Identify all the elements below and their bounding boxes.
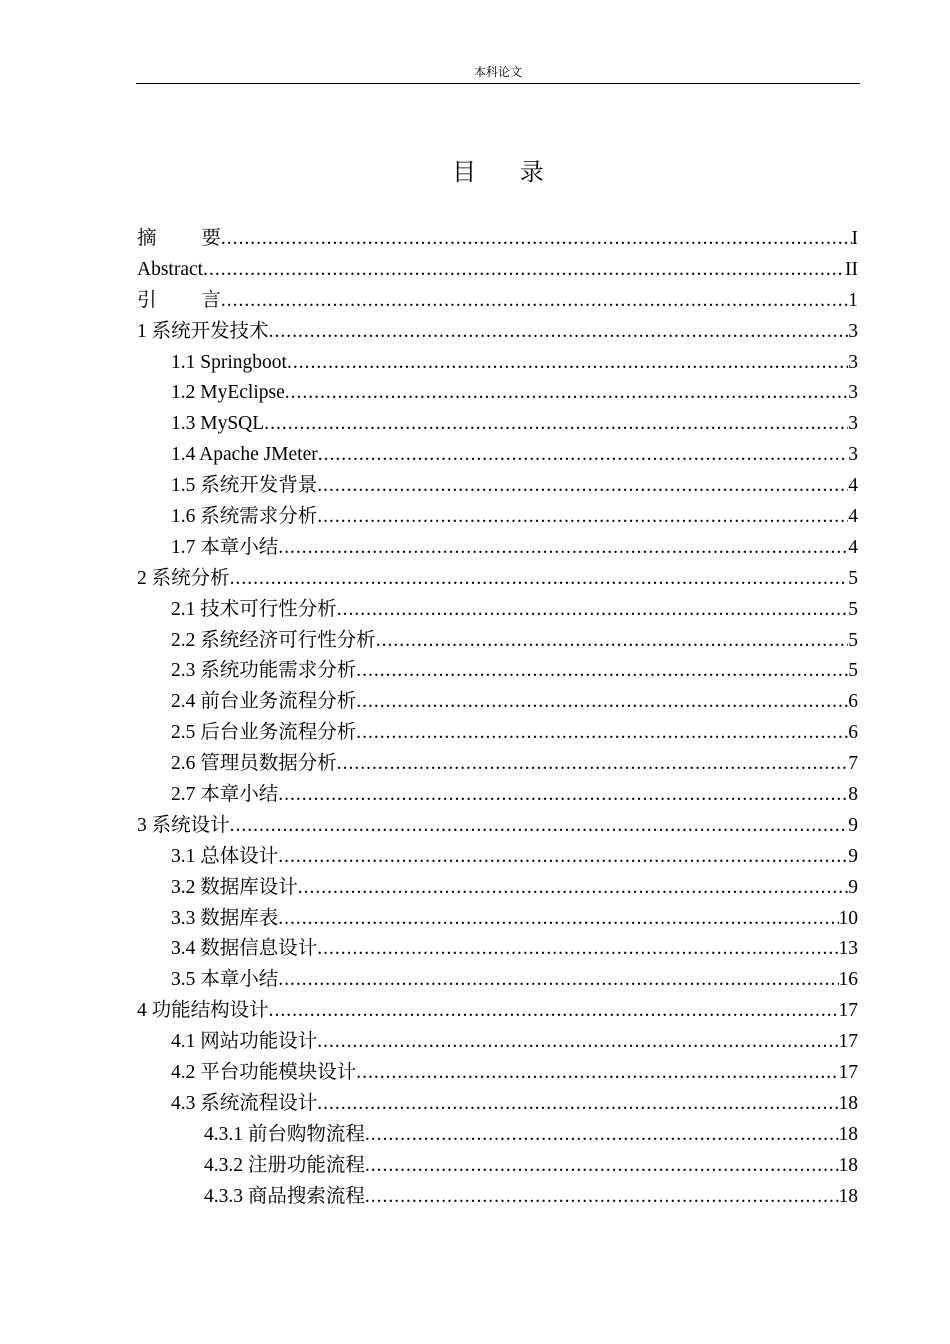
toc-entry-label: 3.3 数据库表 [171, 907, 279, 929]
toc-entry-page: 9 [848, 814, 858, 836]
toc-dot-leader [376, 626, 848, 657]
toc-entry-label: 1.5 系统开发背景 [171, 475, 318, 497]
toc-entry-label: 1.7 本章小结 [171, 536, 279, 558]
toc-entry[interactable] [137, 1027, 858, 1058]
toc-entry-page: 18 [838, 1092, 858, 1114]
toc-entry[interactable] [137, 749, 858, 780]
toc-dot-leader [287, 348, 848, 379]
toc-entry-label: 2 系统分析 [137, 567, 230, 589]
toc-entry-label: 2.5 后台业务流程分析 [171, 722, 357, 744]
toc-entry-label: 1.4 Apache JMeter [171, 444, 318, 466]
toc-entry[interactable] [137, 904, 858, 935]
toc-dot-leader [317, 1027, 838, 1058]
toc-entry-page: 17 [838, 1062, 858, 1084]
toc-entry-label: 1.2 MyEclipse [171, 382, 285, 404]
toc-dot-leader [356, 656, 848, 687]
toc-entry-page: 6 [848, 722, 858, 744]
toc-entry-label: 1.6 系统需求分析 [171, 506, 318, 528]
toc-entry-page: II [845, 258, 858, 280]
toc-entry-page: I [851, 228, 858, 249]
toc-entry-page: 13 [838, 938, 858, 960]
toc-entry-label: 4.3 系统流程设计 [171, 1092, 318, 1114]
toc-dot-leader [317, 1089, 838, 1120]
toc-entry-page: 8 [848, 784, 858, 806]
toc-entry[interactable] [137, 595, 858, 626]
toc-entry-page: 3 [848, 382, 858, 404]
toc-dot-leader [356, 687, 848, 718]
toc-entry-page: 10 [838, 907, 858, 929]
toc-entry-page: 3 [848, 444, 858, 466]
toc-entry[interactable] [137, 317, 858, 348]
toc-entry[interactable] [137, 965, 858, 996]
toc-entry-label: 3.5 本章小结 [171, 969, 279, 991]
page-header: 本科论文 [473, 65, 522, 79]
toc-title: 目 录 [452, 158, 562, 186]
toc-entry-page: 5 [848, 567, 858, 589]
toc-entry-page: 18 [838, 1154, 858, 1176]
toc-entry-label: 2.4 前台业务流程分析 [171, 691, 357, 713]
toc-entry-page: 9 [848, 876, 858, 898]
toc-entry[interactable] [137, 1120, 858, 1151]
toc-entry[interactable] [137, 533, 858, 564]
toc-dot-leader [278, 842, 848, 873]
toc-entry[interactable] [137, 255, 858, 286]
toc-entry-page: 4 [848, 475, 858, 497]
toc-entry-page: 17 [838, 1031, 858, 1053]
toc-dot-leader [221, 286, 848, 317]
toc-entry-label: 摘 要 [137, 228, 241, 249]
toc-dot-leader [278, 533, 848, 564]
toc-entry-label: 4.3.1 前台购物流程 [204, 1123, 365, 1145]
toc-entry-label: 4.1 网站功能设计 [171, 1031, 318, 1053]
toc-dot-leader [264, 409, 848, 440]
toc-dot-leader [230, 564, 849, 595]
toc-entry[interactable] [137, 1058, 858, 1089]
toc-entry-label: 3.1 总体设计 [171, 845, 279, 867]
toc-entry-label: 4.2 平台功能模块设计 [171, 1062, 357, 1084]
toc-entry[interactable] [137, 224, 858, 255]
toc-entry[interactable] [137, 409, 858, 440]
toc-dot-leader [365, 1182, 839, 1213]
toc-dot-leader [269, 996, 839, 1027]
toc-entry[interactable] [137, 1182, 858, 1213]
toc-dot-leader [337, 595, 848, 626]
toc-entry[interactable] [137, 780, 858, 811]
toc-entry-page: 17 [838, 1000, 858, 1022]
toc-entry-label: 3.2 数据库设计 [171, 876, 298, 898]
toc-entry-page: 5 [848, 629, 858, 651]
toc-entry[interactable] [137, 811, 858, 842]
toc-dot-leader [317, 471, 848, 502]
toc-entry[interactable] [137, 718, 858, 749]
toc-dot-leader [298, 873, 848, 904]
toc-entry[interactable] [137, 348, 858, 379]
toc-entry-label: 2.6 管理员数据分析 [171, 753, 337, 775]
header-divider [136, 83, 860, 84]
toc-dot-leader [318, 440, 849, 471]
toc-entry[interactable] [137, 1151, 858, 1182]
toc-entry-page: 3 [848, 351, 858, 373]
toc-entry-page: 6 [848, 691, 858, 713]
toc-entry-page: 3 [848, 320, 858, 342]
toc-entry-label: Abstract [137, 258, 204, 280]
toc-entry-page: 1 [848, 289, 858, 311]
toc-entry-label: 2.1 技术可行性分析 [171, 598, 337, 620]
toc-entry-page: 18 [838, 1185, 858, 1207]
toc-dot-leader [337, 749, 848, 780]
toc-entry-label: 2.7 本章小结 [171, 784, 279, 806]
toc-entry[interactable] [137, 842, 858, 873]
toc-entry-label: 2.3 系统功能需求分析 [171, 660, 357, 682]
toc-entry-label: 1.1 Springboot [171, 351, 287, 373]
toc-entry-label: 2.2 系统经济可行性分析 [171, 629, 376, 651]
toc-dot-leader [278, 780, 848, 811]
toc-entry-label: 1 系统开发技术 [137, 320, 269, 342]
toc-dot-leader [356, 1058, 838, 1089]
toc-entry[interactable] [137, 440, 858, 471]
toc-entry-page: 4 [848, 506, 858, 528]
toc-entry-page: 3 [848, 413, 858, 435]
toc-entry-page: 5 [848, 660, 858, 682]
toc-entry[interactable] [137, 471, 858, 502]
toc-dot-leader [365, 1151, 839, 1182]
toc-entry[interactable] [137, 378, 858, 409]
toc-entry[interactable] [137, 873, 858, 904]
toc-entry-label: 3.4 数据信息设计 [171, 938, 318, 960]
toc-entry[interactable] [137, 656, 858, 687]
toc-dot-leader [317, 502, 848, 533]
toc-entry-label: 1.3 MySQL [171, 413, 265, 435]
toc-entry-page: 16 [838, 969, 858, 991]
toc-entry[interactable] [137, 1089, 858, 1120]
toc-dot-leader [230, 811, 849, 842]
toc-dot-leader [285, 378, 849, 409]
toc-entry[interactable] [137, 996, 858, 1027]
toc-entry-label: 4 功能结构设计 [137, 1000, 269, 1022]
toc-dot-leader [278, 904, 838, 935]
toc-entry-page: 5 [848, 598, 858, 620]
toc-entry[interactable] [137, 286, 858, 317]
toc-entry[interactable] [137, 626, 858, 657]
toc-entry-page: 7 [848, 753, 858, 775]
toc-dot-leader [278, 965, 838, 996]
toc-entry-page: 18 [838, 1123, 858, 1145]
toc-entry-page: 4 [848, 536, 858, 558]
toc-entry[interactable] [137, 502, 858, 533]
toc-entry[interactable] [137, 564, 858, 595]
toc-dot-leader [269, 317, 849, 348]
toc-dot-leader [221, 224, 852, 255]
toc-entry-label: 4.3.2 注册功能流程 [204, 1154, 365, 1176]
toc-entry[interactable] [137, 934, 858, 965]
toc-dot-leader [365, 1120, 839, 1151]
toc-dot-leader [356, 718, 848, 749]
toc-dot-leader [317, 934, 838, 965]
toc-entry-page: 9 [848, 845, 858, 867]
toc-entry[interactable] [137, 687, 858, 718]
toc-entry-label: 引 言 [137, 289, 241, 311]
toc-dot-leader [203, 255, 845, 286]
toc-entry-label: 4.3.3 商品搜索流程 [204, 1185, 365, 1207]
table-of-contents [137, 224, 858, 1213]
toc-entry-label: 3 系统设计 [137, 814, 230, 836]
